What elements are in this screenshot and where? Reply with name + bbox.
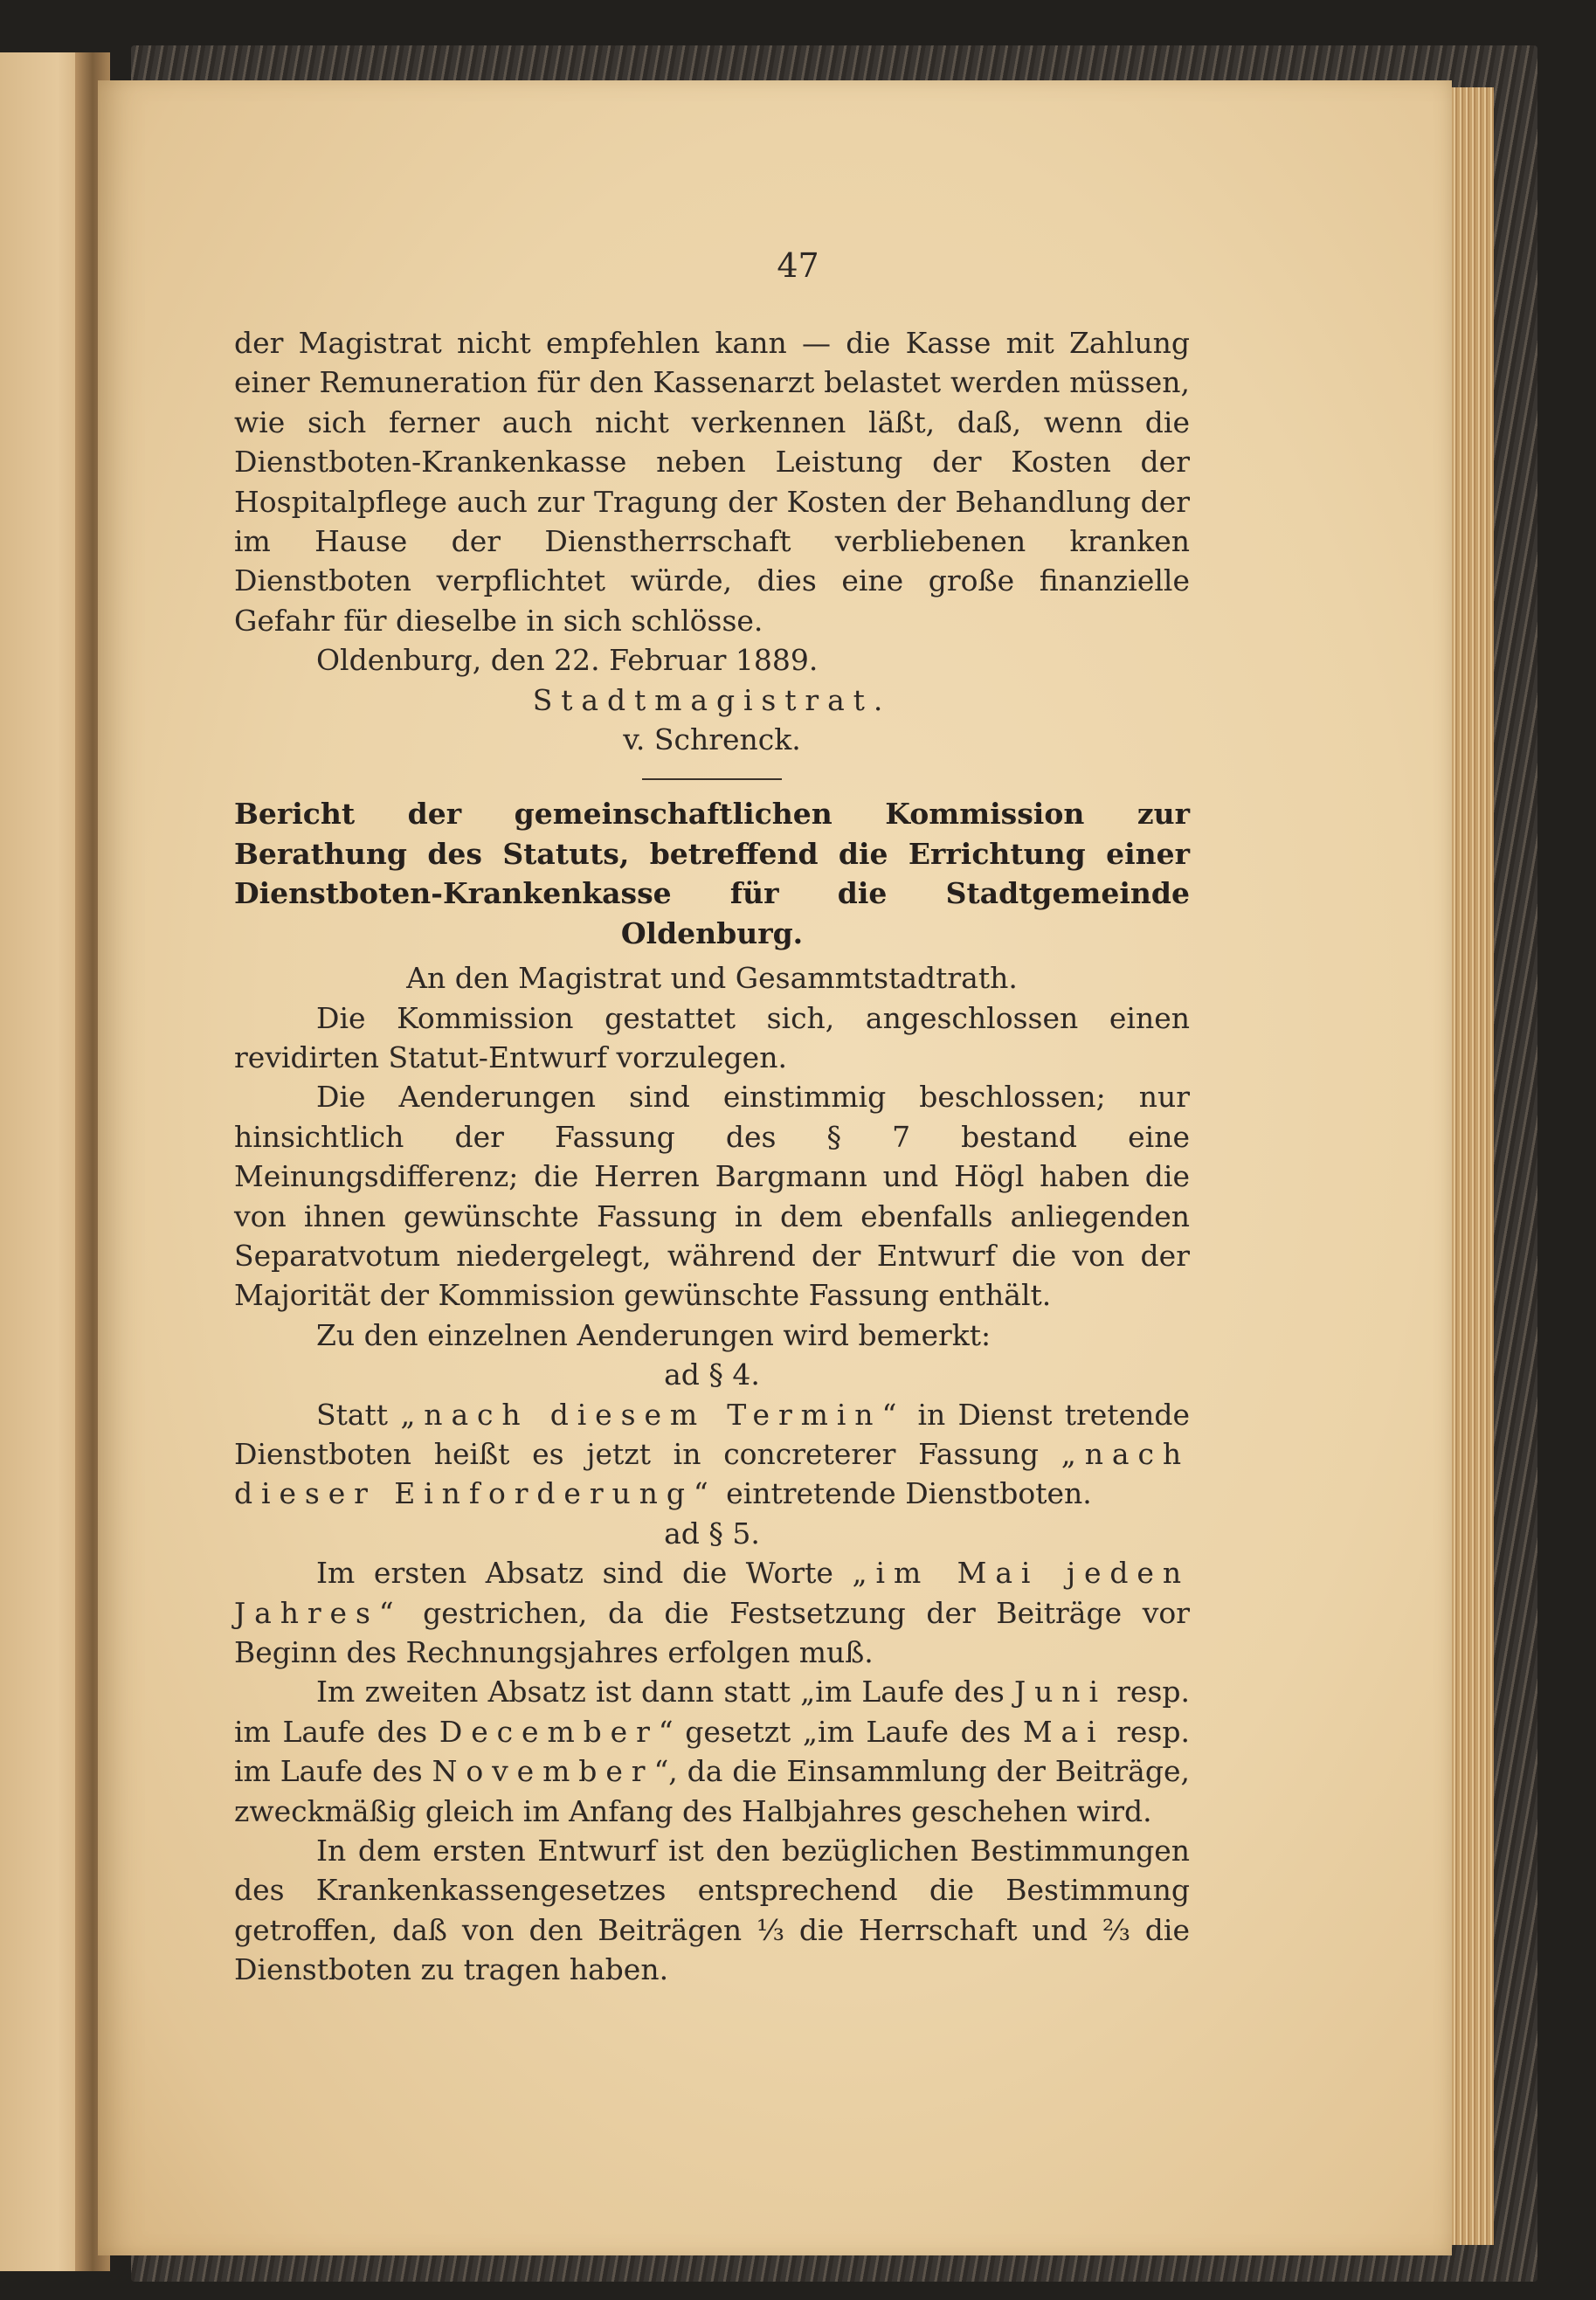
s4-quote-1: „nach diesem Termin“ bbox=[400, 1397, 906, 1432]
s4-text-b: in Dienst tretende Dienstboten heißt es jetzt in concreterer Fassung bbox=[234, 1397, 1191, 1471]
s5-p2-d: resp. im Laufe des bbox=[234, 1714, 1190, 1789]
section-4-title: ad § 4. bbox=[664, 1357, 760, 1392]
s5-p2-e: “, da die Einsammlung der Beiträge, zweckmäßig gleich im Anfang des Halbjahres geschehen wird. bbox=[234, 1754, 1190, 1828]
report-paragraph-2: Die Aenderungen sind einstimmig beschlossen; nur hinsichtlich der Fassung des § 7 bestand eine Meinungsdifferenz; die Herren Bargmann und Högl haben die von ihnen gewünschte Fassung in dem ebenfalls anliegenden Separatvotum niedergelegt, während der Entwurf die von der Majorität der Kommission gewünschte Fassung enthält. bbox=[234, 1080, 1190, 1313]
section-5-paragraph-1 bbox=[234, 1553, 1190, 1672]
s5-p2-q3: Mai bbox=[1022, 1714, 1105, 1749]
report-address: An den Magistrat und Gesammtstadtrath. bbox=[406, 961, 1018, 996]
page-text bbox=[234, 323, 1190, 1990]
s5-p1-b: gestrichen, da die Festsetzung der Beiträge vor Beginn des Rechnungsjahres erfolgen muß. bbox=[234, 1595, 1190, 1669]
section-5-title: ad § 5. bbox=[664, 1516, 760, 1551]
closing-authority: Stadtmagistrat. bbox=[532, 682, 892, 717]
closing-date-line: Oldenburg, den 22. Februar 1889. bbox=[316, 643, 819, 678]
section-4-paragraph bbox=[234, 1395, 1190, 1514]
report-paragraph-3: Zu den einzelnen Aenderungen wird bemerkt: bbox=[316, 1317, 991, 1352]
s4-text-c: eintretende Dienstboten. bbox=[716, 1476, 1092, 1511]
section-5-paragraph-3: In dem ersten Entwurf ist den bezüglichen Bestimmungen des Krankenkassengesetzes entsprechend die Bestimmung getroffen, daß von den Beiträgen ⅓ die Herrschaft und ⅔ die Dienstboten zu tragen haben. bbox=[234, 1834, 1190, 1987]
report-heading: Bericht der gemeinschaftlichen Kommission zur Berathung des Statuts, betreffend die Errichtung einer Dienstboten-Krankenkasse für die Stadtgemeinde Oldenburg. bbox=[234, 797, 1190, 950]
closing-signature: v. Schrenck. bbox=[623, 722, 801, 757]
s5-p2-c: “ gesetzt „im Laufe des bbox=[658, 1714, 1023, 1749]
s5-p2-q1: Juni bbox=[1014, 1675, 1107, 1709]
s5-p2-q2: December bbox=[439, 1714, 659, 1749]
page-number: 47 bbox=[777, 246, 819, 285]
section-divider bbox=[642, 778, 782, 780]
s5-p2-a: Im zweiten Absatz ist dann statt „im Laufe des bbox=[316, 1675, 1015, 1709]
s5-p1-quote: „im Mai jeden Jahres“ bbox=[234, 1556, 1190, 1630]
section-5-paragraph-2 bbox=[234, 1672, 1190, 1831]
s4-text-a: Statt bbox=[316, 1397, 401, 1432]
s5-p2-b: resp. im Laufe des bbox=[234, 1675, 1190, 1749]
s5-p2-q4: November bbox=[432, 1754, 654, 1789]
s4-quote-2: „nach dieser Einforderung“ bbox=[234, 1436, 1190, 1511]
report-paragraph-1: Die Kommission gestattet sich, angeschlossen einen revidirten Statut-Entwurf vorzulegen. bbox=[234, 1000, 1190, 1074]
continuation-paragraph: der Magistrat nicht empfehlen kann — die Kasse mit Zahlung einer Remuneration für den Kassenarzt belastet werden müssen, wie sich ferner auch nicht verkennen läßt, daß, wenn die Dienstboten-Krankenkasse neben Leistung der Kosten der Hospitalpflege auch zur Tragung der Kosten der Behandlung der im Hause der Dienstherrschaft verbliebenen kranken Dienstboten verpflichtet würde, dies eine große finanzielle Gefahr für dieselbe in sich schlösse. bbox=[234, 326, 1190, 638]
s5-p1-a: Im ersten Absatz sind die Worte bbox=[316, 1556, 853, 1591]
